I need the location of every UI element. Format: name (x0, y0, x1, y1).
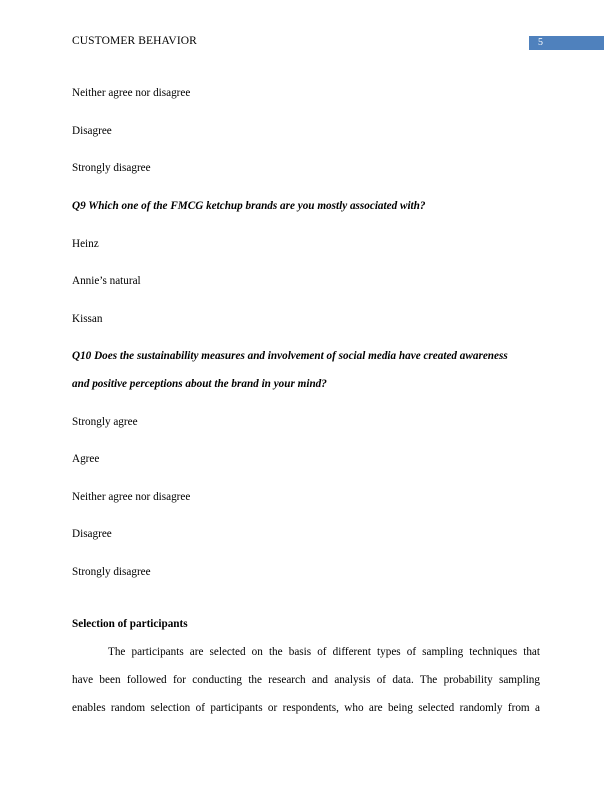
running-head-title: CUSTOMER BEHAVIOR (72, 35, 197, 47)
paragraph-line: The participants are selected on the basis of different types of sampling techniques that (108, 646, 540, 658)
question-q10-line-2: and positive perceptions about the brand in your mind? (72, 378, 327, 390)
question-q10-line-1: Q10 Does the sustainability measures and involvement of social media have created awareness (72, 350, 508, 362)
answer-option: Agree (72, 453, 100, 465)
paragraph-line: enables random selection of participants or respondents, who are being selected randomly from a (72, 702, 540, 714)
section-heading: Selection of participants (72, 618, 188, 630)
answer-option: Heinz (72, 238, 99, 250)
page-number-badge: 5 (529, 36, 604, 50)
paragraph-line: have been followed for conducting the research and analysis of data. The probability sampling (72, 674, 540, 686)
answer-option: Disagree (72, 125, 112, 137)
answer-option: Strongly disagree (72, 566, 151, 578)
answer-option: Neither agree nor disagree (72, 491, 191, 503)
answer-option: Strongly agree (72, 416, 138, 428)
question-q9: Q9 Which one of the FMCG ketchup brands are you mostly associated with? (72, 200, 426, 212)
answer-option: Disagree (72, 528, 112, 540)
answer-option: Kissan (72, 313, 103, 325)
answer-option: Strongly disagree (72, 162, 151, 174)
answer-option: Annie’s natural (72, 275, 141, 287)
answer-option: Neither agree nor disagree (72, 87, 191, 99)
